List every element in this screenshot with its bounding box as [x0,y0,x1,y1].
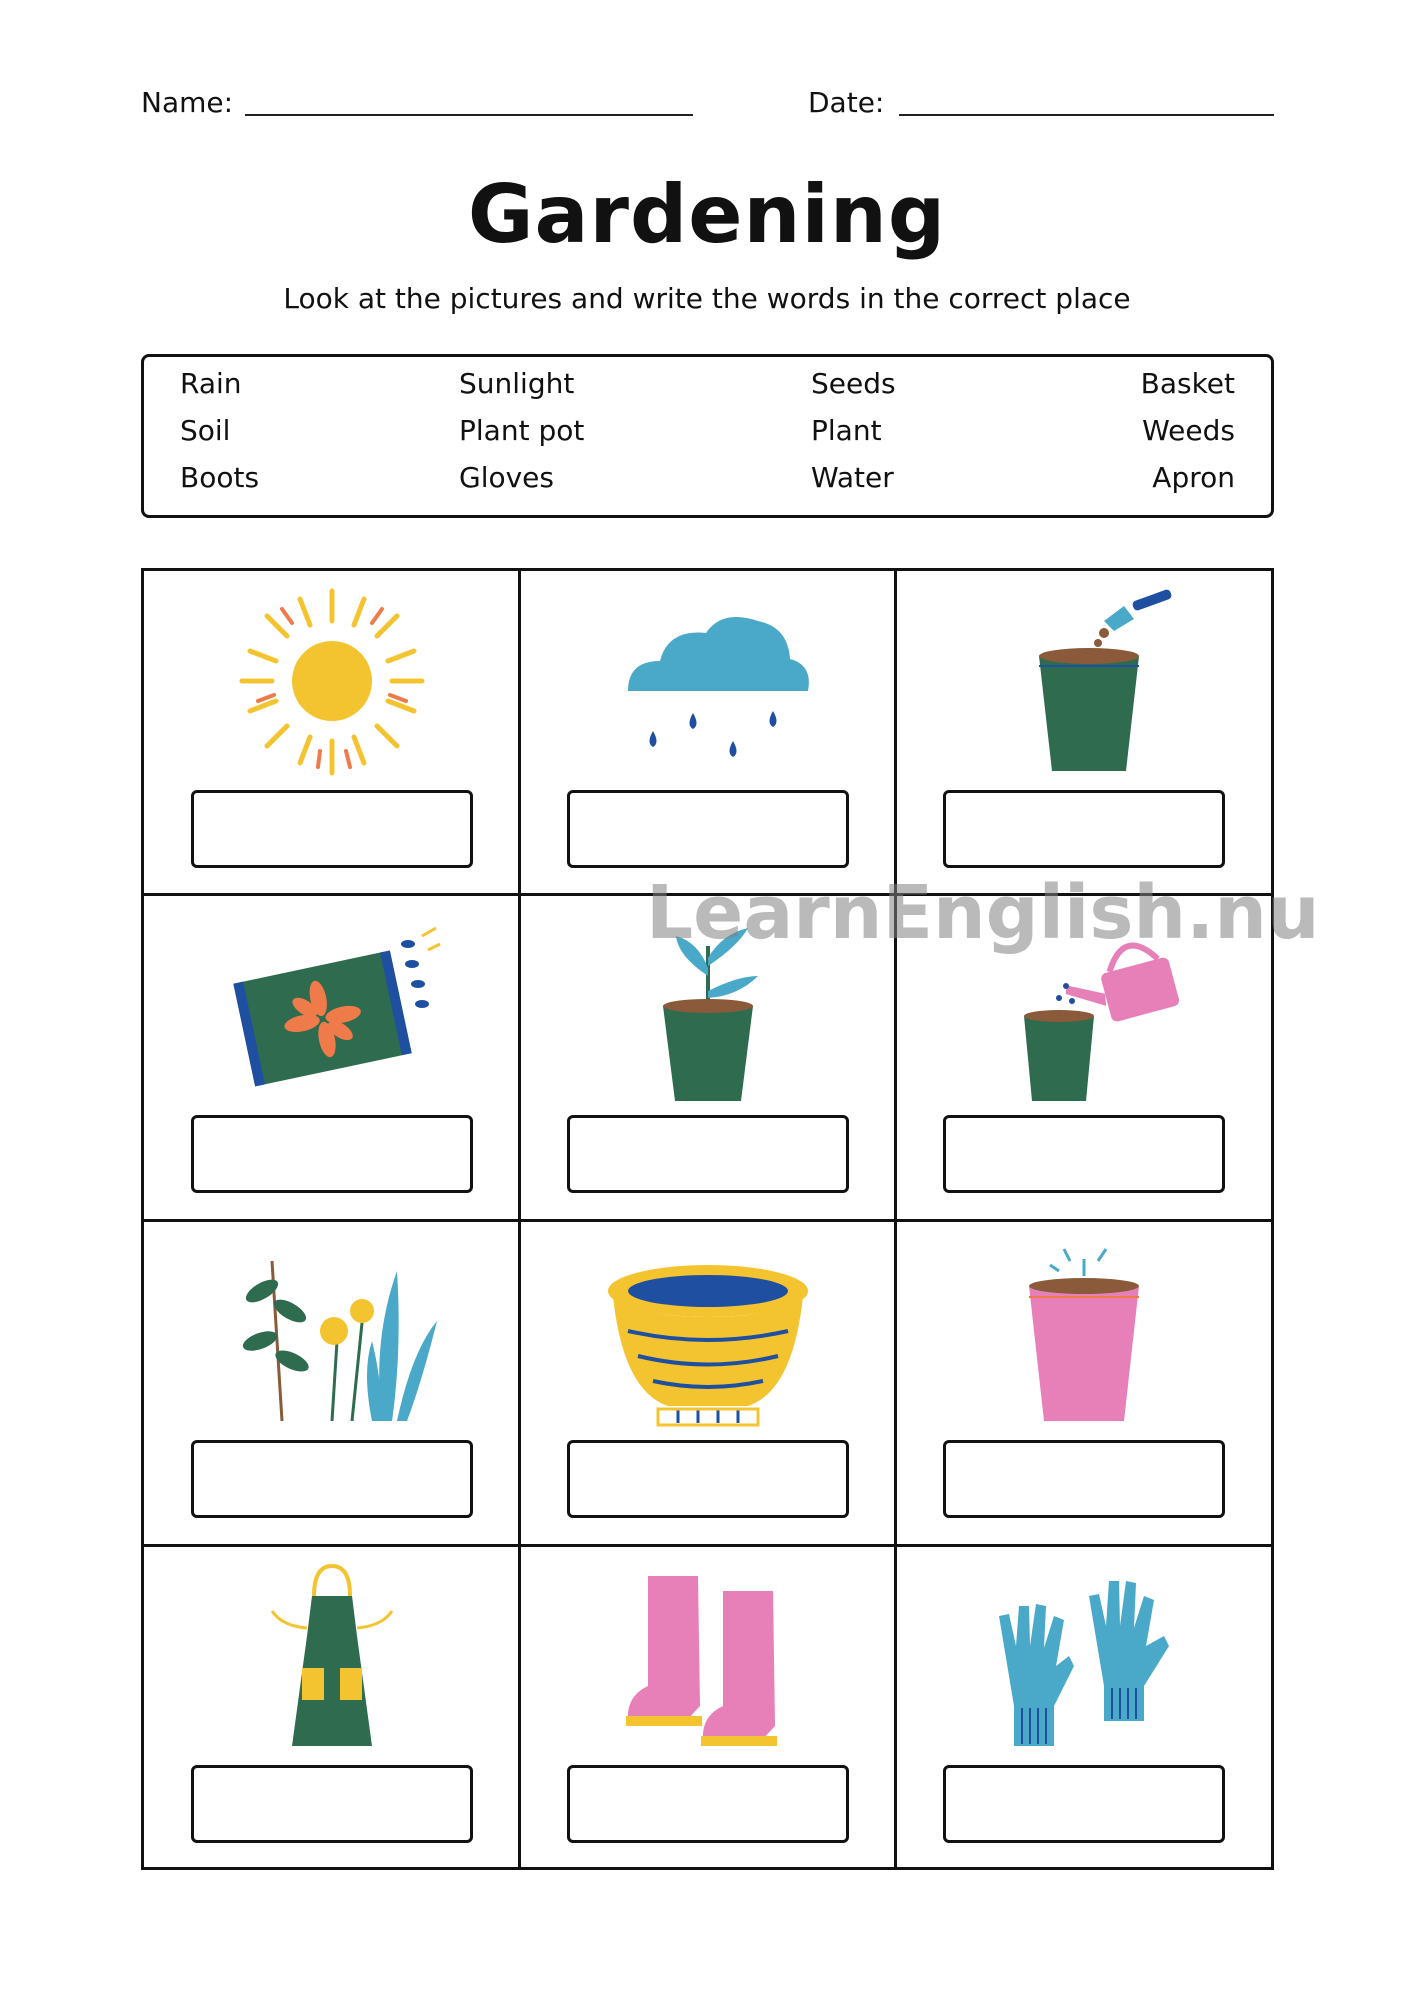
grid-cell [520,1546,897,1871]
page-title: Gardening [467,168,947,261]
answer-box[interactable] [943,790,1225,868]
grid-cell [144,1546,521,1871]
answer-box[interactable] [191,790,473,868]
answer-box[interactable] [943,1440,1225,1518]
weeds-icon [222,1231,442,1431]
date-label: Date: [808,86,885,119]
answer-box[interactable] [943,1765,1225,1843]
answer-box[interactable] [191,1115,473,1193]
word-sunlight: Sunlight [459,367,575,400]
grid-cell [144,896,521,1221]
word-bank [141,354,1274,518]
word-boots: Boots [180,461,260,494]
answer-box[interactable] [567,1765,849,1843]
word-plant: Plant [811,414,882,447]
instructions: Look at the pictures and write the words in the correct place [283,282,1131,315]
answer-box[interactable] [567,1440,849,1518]
word-basket: Basket [1140,367,1235,400]
word-weeds: Weeds [1142,414,1235,447]
boots-icon [598,1556,818,1756]
answer-box[interactable] [943,1115,1225,1193]
word-rain: Rain [180,367,242,400]
word-seeds: Seeds [811,367,896,400]
word-plant-pot: Plant pot [459,414,585,447]
soil-pot-trowel-icon [974,581,1194,781]
date-line[interactable] [899,114,1274,116]
name-label: Name: [141,86,234,119]
word-apron: Apron [1152,461,1235,494]
grid-cell [144,571,521,896]
watermark: LearnEnglish.nu [646,870,1320,956]
answer-box[interactable] [567,1115,849,1193]
grid-cell [896,1221,1273,1546]
grid-cell [520,1221,897,1546]
apron-icon [222,1556,442,1756]
gloves-icon [974,1556,1194,1756]
seed-packet-icon [222,906,442,1106]
grid-cell [144,1221,521,1546]
answer-box[interactable] [191,1440,473,1518]
pink-plant-pot-icon [974,1231,1194,1431]
answer-box[interactable] [567,790,849,868]
grid-cell [896,571,1273,896]
picture-grid [141,568,1274,1870]
word-gloves: Gloves [459,461,554,494]
sun-icon [222,581,442,781]
word-soil: Soil [180,414,231,447]
rain-cloud-icon [598,581,818,781]
grid-cell [896,1546,1273,1871]
basket-icon [598,1231,818,1431]
word-water: Water [811,461,894,494]
answer-box[interactable] [191,1765,473,1843]
grid-cell [520,571,897,896]
name-line[interactable] [245,114,693,116]
